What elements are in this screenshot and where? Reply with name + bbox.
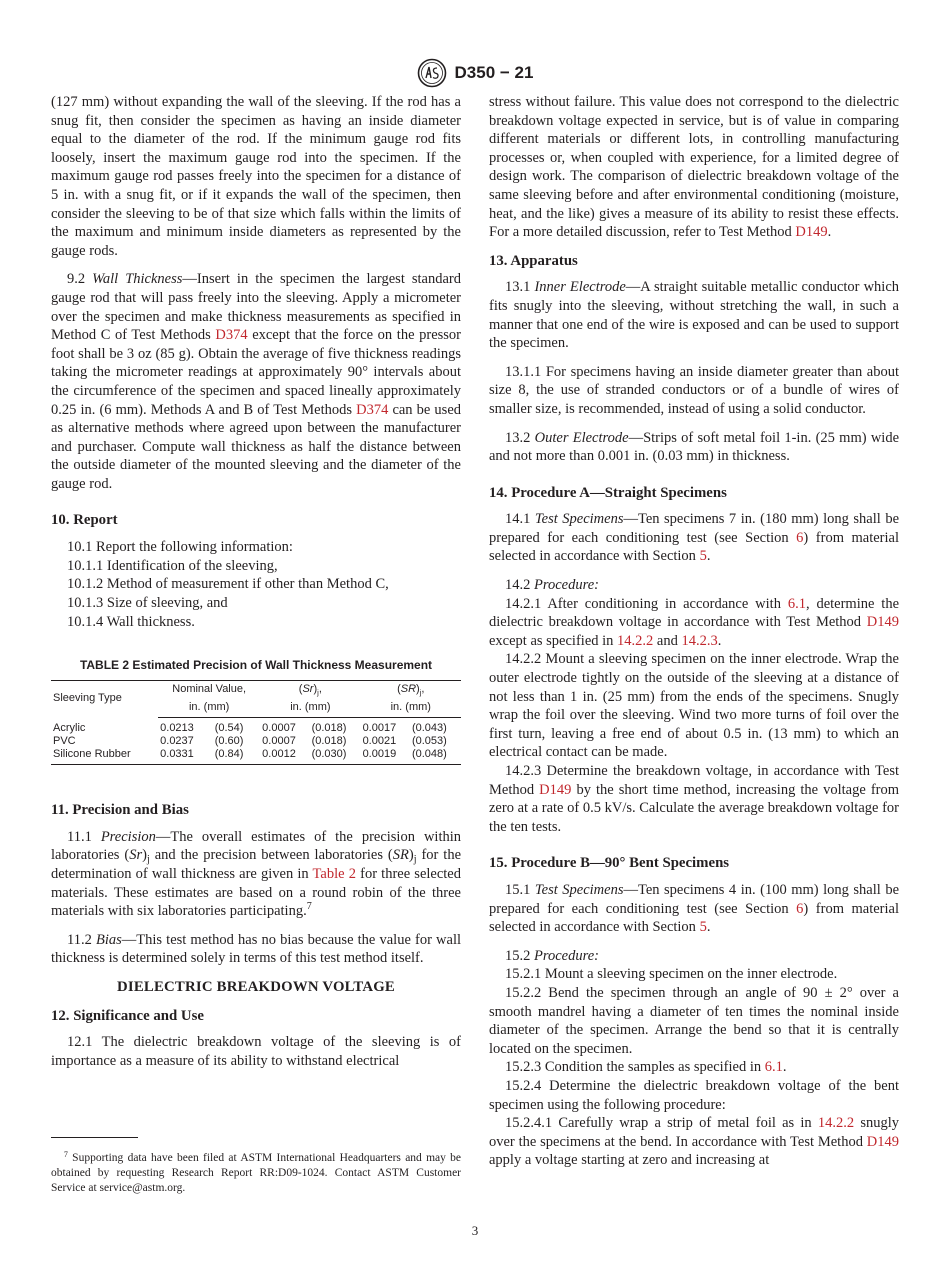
paragraph-9-2: 9.2 Wall Thickness—Insert in the specimen the largest standard gauge rod that will pass freely into the sleeving. Apply a micrometer over the specimen and make thickness measurements as specified in Method C of Test Methods D374 except that the force on the pressor foot shall be 3 oz (85 g). Obtain the average of five thickness readings taking the micrometer readings at approximately 90° intervals about the circumference of the specimen and spaced lineally approximately 0.25 in. (6 mm). Methods A and B of Test Methods D374 can be used as alternative methods where agreed upon between the manufacturer and purchaser. Compute wall thickness as half the distance between the outside diameter of the mounted sleeving and the diameter of the gauge rod.: [51, 271, 462, 492]
table-row: Acrylic 0.0213 (0.54) 0.0007 (0.018) 0.0017 (0.043): [53, 721, 447, 735]
list-item: 10.1.1 Identification of the sleeving,: [67, 557, 278, 574]
footnote-7: $^7$ Supporting data have been filed at ASTM International Headquarters and may be obtained by requesting Research Report RR:D09-1024. Contact ASTM Customer Service at service@astm.org.: [51, 1150, 462, 1194]
left-column: [51, 93, 461, 1080]
link-section-6[interactable]: 6: [796, 529, 804, 546]
link-14-2-2[interactable]: 14.2.2: [817, 1115, 855, 1132]
link-6-1[interactable]: 6.1: [787, 595, 806, 612]
link-d374[interactable]: D374: [215, 327, 248, 344]
col-header-SR: $(SR)_j$,: [361, 681, 461, 700]
link-section-6[interactable]: 6: [796, 900, 804, 917]
link-14-2-2[interactable]: 14.2.2: [617, 632, 654, 649]
paragraph-12-1-continued: stress without failure. This value does not correspond to the dielectric breakdown voltage expected in service, but is of value in comparing different materials or different lots, in controlling manufacturing processes or, when coupled with experience, for a limited degree of design work. The comparison of dielectric breakdown voltage of the same sleeving before and after environmental conditioning (moisture, heat, and the like) gives a measure of its ability to resist these effects. For a more detailed discussion, refer to Test Method D149.: [489, 94, 899, 241]
col-header-nominal: Nominal Value,: [158, 681, 260, 700]
link-d149[interactable]: D149: [866, 614, 899, 631]
paragraph-14-2-1: 14.2.1 After conditioning in accordance with 6.1, determine the dielectric breakdown voltage in accordance with Test Method D149 except as specified in 14.2.2 and 14.2.3.: [489, 595, 900, 649]
astm-logo-icon: [417, 58, 447, 88]
paragraph-14-2-3: 14.2.3 Determine the breakdown voltage, in accordance with Test Method D149 by the short time method, increasing the voltage from zero at a rate of 0.5 kV/s. Calculate the average breakdown voltage for the ten tests.: [489, 763, 900, 835]
link-section-5[interactable]: 5: [699, 919, 707, 936]
paragraph-15-2-4-1: 15.2.4.1 Carefully wrap a strip of metal foil as in 14.2.2 snugly over the specimens at the bend. In accordance with Test Method D149 apply a voltage starting at zero and increasing at: [489, 1115, 900, 1169]
link-d149[interactable]: D149: [866, 1133, 900, 1150]
section-heading-report: 10. Report: [51, 512, 118, 529]
precision-table: [51, 680, 461, 765]
paragraph-14-2-2: 14.2.2 Mount a sleeving specimen on the inner electrode. Wrap the outer electrode tightly on the outside of the sleeving at a distance of not less than 1 in. (25 mm) from the ends of the specimens. Snugly wrap the foil over the sleeving. Wind two more turns of foil over the first turn, leaving a free end of about 0.5 in. (13 mm) to which an electrical contact can be made.: [489, 651, 899, 761]
link-section-5[interactable]: 5: [699, 548, 707, 565]
table-2-title: TABLE 2 Estimated Precision of Wall Thickness Measurement: [79, 657, 433, 672]
right-column: [489, 93, 899, 1170]
page-number: 3: [471, 1223, 479, 1238]
document-designation: D350 − 21: [454, 63, 534, 82]
paragraph-15-1: 15.1 Test Specimens—Ten specimens 4 in. (100 mm) long shall be prepared for each conditioning test (see Section 6) from material selected in accordance with Section 5.: [489, 881, 900, 936]
list-item: 10.1.3 Size of sleeving, and: [67, 595, 228, 612]
footnote-divider: [51, 1137, 138, 1138]
paragraph-15-2: 15.2 Procedure:: [505, 947, 599, 964]
footnote-ref[interactable]: 7: [306, 901, 312, 913]
paragraph-14-1: 14.1 Test Specimens—Ten specimens 7 in. (180 mm) long shall be prepared for each conditioning test (see Section 6) from material selected in accordance with Section 5.: [489, 511, 900, 565]
section-heading-precision-bias: 11. Precision and Bias: [51, 802, 189, 819]
col-header-sr-unit: in. (mm): [260, 699, 360, 718]
paragraph-11-1: 11.1 Precision—The overall estimates of the precision within laboratories $(Sr)_j$ and the precision between laboratories $(SR)_j$ for the determination of wall thickness are given in Table 2 for three selected materials. These estimates are based on a round robin of the three materials with six laboratories participating.$^7$: [51, 828, 462, 920]
report-list: [51, 538, 461, 632]
section-heading-procedure-a: 14. Procedure A—Straight Specimens: [489, 484, 727, 501]
section-heading-apparatus: 13. Apparatus: [489, 252, 578, 269]
paragraph-13-1-1: 13.1.1 For specimens having an inside diameter greater than about size 8, the use of stranded conductors or of a bundle of wires of smaller size, is recommended, instead of using a solid conductor.: [489, 363, 899, 417]
paragraph-13-1: 13.1 Inner Electrode—A straight suitable metallic conductor which fits snugly into the sleeving, without stretching the wall, in such a manner that one end of the wire is exposed and can be used to support the specimen.: [489, 279, 900, 352]
table-row: Silicone Rubber 0.0331 (0.84) 0.0012 (0.030) 0.0019 (0.048): [51, 748, 461, 765]
link-6-1[interactable]: 6.1: [764, 1059, 783, 1076]
page-header: [0, 58, 950, 93]
table-row: PVC 0.0237 (0.60) 0.0007 (0.018) 0.0021 (0.053): [53, 735, 447, 748]
link-d149[interactable]: D149: [795, 224, 828, 241]
col-header-nominal-unit: in. (mm): [158, 699, 260, 718]
link-14-2-3[interactable]: 14.2.3: [681, 632, 718, 649]
paragraph-15-2-3: 15.2.3 Condition the samples as specified in 6.1.: [505, 1059, 787, 1076]
col-header-sr: $(Sr)_j$,: [260, 681, 360, 700]
paragraph-15-2-1: 15.2.1 Mount a sleeving specimen on the inner electrode.: [505, 966, 838, 983]
link-table-2[interactable]: Table 2: [312, 865, 356, 882]
list-item: 10.1 Report the following information:: [67, 539, 293, 556]
paragraph-14-2: 14.2 Procedure:: [505, 577, 599, 594]
list-item: 10.1.4 Wall thickness.: [67, 613, 195, 630]
col-header-sleeving-type: Sleeving Type: [51, 681, 158, 718]
list-item: 10.1.2 Method of measurement if other than Method C,: [67, 576, 389, 593]
paragraph-13-2: 13.2 Outer Electrode—Strips of soft metal foil 1-in. (25 mm) wide and not more than 0.001 in. (0.03 mm) in thickness.: [489, 429, 900, 465]
paragraph-11-2: 11.2 Bias—This test method has no bias because the value for wall thickness is determined solely in terms of this test method itself.: [51, 931, 462, 967]
paragraph-15-2-2: 15.2.2 Bend the specimen through an angle of 90 ± 2° over a smooth mandrel having a diameter of ten times the nominal inside diameter of the specimen. Arrange the bend so that it is centrally located on the specimen.: [489, 984, 899, 1057]
section-heading-significance: 12. Significance and Use: [51, 1007, 204, 1024]
link-d149[interactable]: D149: [539, 781, 572, 798]
paragraph-15-2-4: 15.2.4 Determine the dielectric breakdown voltage of the bent specimen using the following procedure:: [489, 1077, 899, 1113]
part-heading-dielectric: DIELECTRIC BREAKDOWN VOLTAGE: [116, 978, 395, 995]
col-header-SR-unit: in. (mm): [361, 699, 461, 718]
paragraph-9-1-continued: (127 mm) without expanding the wall of the sleeving. If the rod has a snug fit, then consider the specimen as having an inside diameter equal to the diameter of the rod. If the minimum gauge rod fits loosely, insert the maximum gauge rod into the specimen. If the maximum gauge rod passes freely into the specimen for a distance of 5 in. with a snug fit, or if it expands the wall of the specimen, then consider the sleeving to be of that size which falls within the limits of the maximum and minimum inside diameters as represented by the gauge rods.: [51, 94, 461, 259]
section-heading-procedure-b: 15. Procedure B—90° Bent Specimens: [489, 855, 730, 872]
link-d374[interactable]: D374: [356, 401, 389, 418]
paragraph-12-1: 12.1 The dielectric breakdown voltage of the sleeving is of importance as a measure of its ability to withstand electrical: [51, 1034, 461, 1069]
